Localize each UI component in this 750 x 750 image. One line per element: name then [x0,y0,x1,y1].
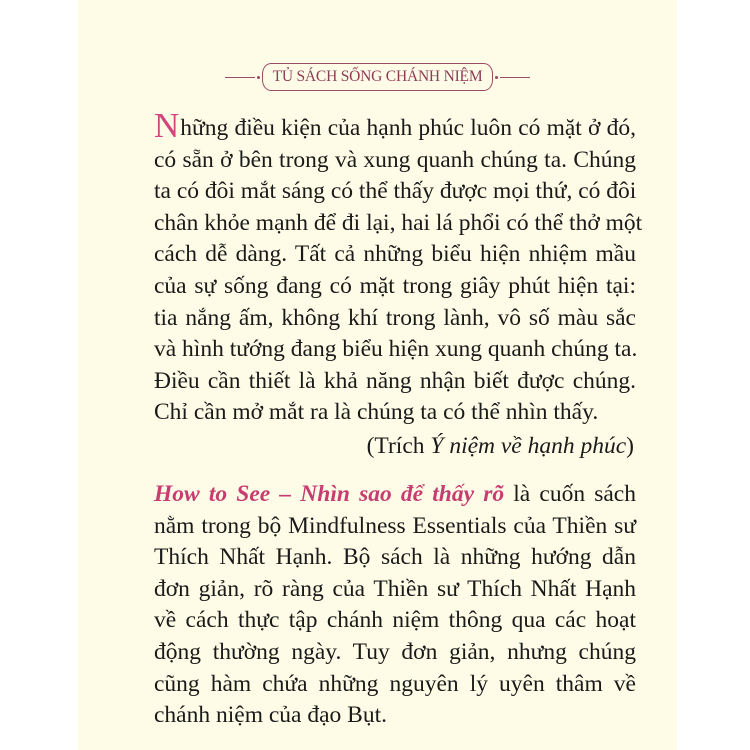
quote-line: có sẵn ở bên trong và xung quanh chúng ta. Chúng [154,146,636,173]
quote-line: Chỉ cần mở mắt ra là chúng ta có thể nhìn thấy. [154,399,599,426]
quote-line: chân khỏe mạnh để đi lại, hai lá phổi có thể thở một [154,209,643,236]
description-line: chánh niệm của đạo Bụt. [154,702,387,729]
ornament-dot-left [257,76,260,79]
description-line: Thích Nhất Hạnh. Bộ sách là những hướng dẫn [154,544,636,571]
quote-line: tia nắng ấm, không khí trong lành, vô số màu sắc [154,304,636,331]
quote-citation: (Trích Ý niệm về hạnh phúc) [366,433,634,459]
series-header [78,62,677,92]
quote-line: Những điều kiện của hạnh phúc luôn có mặt ở đó, [154,106,636,145]
cited-book-title: Ý niệm về hạnh phúc [430,433,627,459]
ornament-dot-right [495,76,498,79]
description-line: nằm trong bộ Mindfulness Essentials của Thiền sư [154,512,636,539]
ornament-line-left [225,77,255,78]
quote-paragraph [154,106,643,429]
book-title: How to See – Nhìn sao để thấy rõ [154,481,505,507]
series-title-frame [262,63,494,91]
drop-cap: N [154,106,180,145]
series-title: TỦ SÁCH SỐNG CHÁNH NIỆM [272,68,483,85]
quote-line: ta có đôi mắt sáng có thể thấy được mọi thứ, có đôi [154,178,637,205]
quote-line: và hình tướng đang biểu hiện xung quanh chúng ta. [154,336,638,363]
quote-line: Điều cần thiết là khả năng nhận biết được chúng. [154,367,636,394]
description-line: động thường ngày. Tuy đơn giản, nhưng chúng [154,638,636,665]
book-page [78,0,677,750]
ornament-line-right [500,77,530,78]
description-line: về cách thực tập chánh niệm thông qua các hoạt [154,607,636,634]
description-line: How to See – Nhìn sao để thấy rõ là cuốn sách [154,481,636,507]
description-line: cũng hàm chứa những nguyên lý uyên thâm về [154,670,636,697]
description-paragraph [154,479,636,732]
description-line: đơn giản, rõ ràng của Thiền sư Thích Nhất Hạnh [154,575,636,602]
quote-line: cách dễ dàng. Tất cả những biểu hiện nhiệm mầu [154,241,636,268]
quote-line: của sự sống đang có mặt trong giây phút hiện tại: [154,272,636,299]
